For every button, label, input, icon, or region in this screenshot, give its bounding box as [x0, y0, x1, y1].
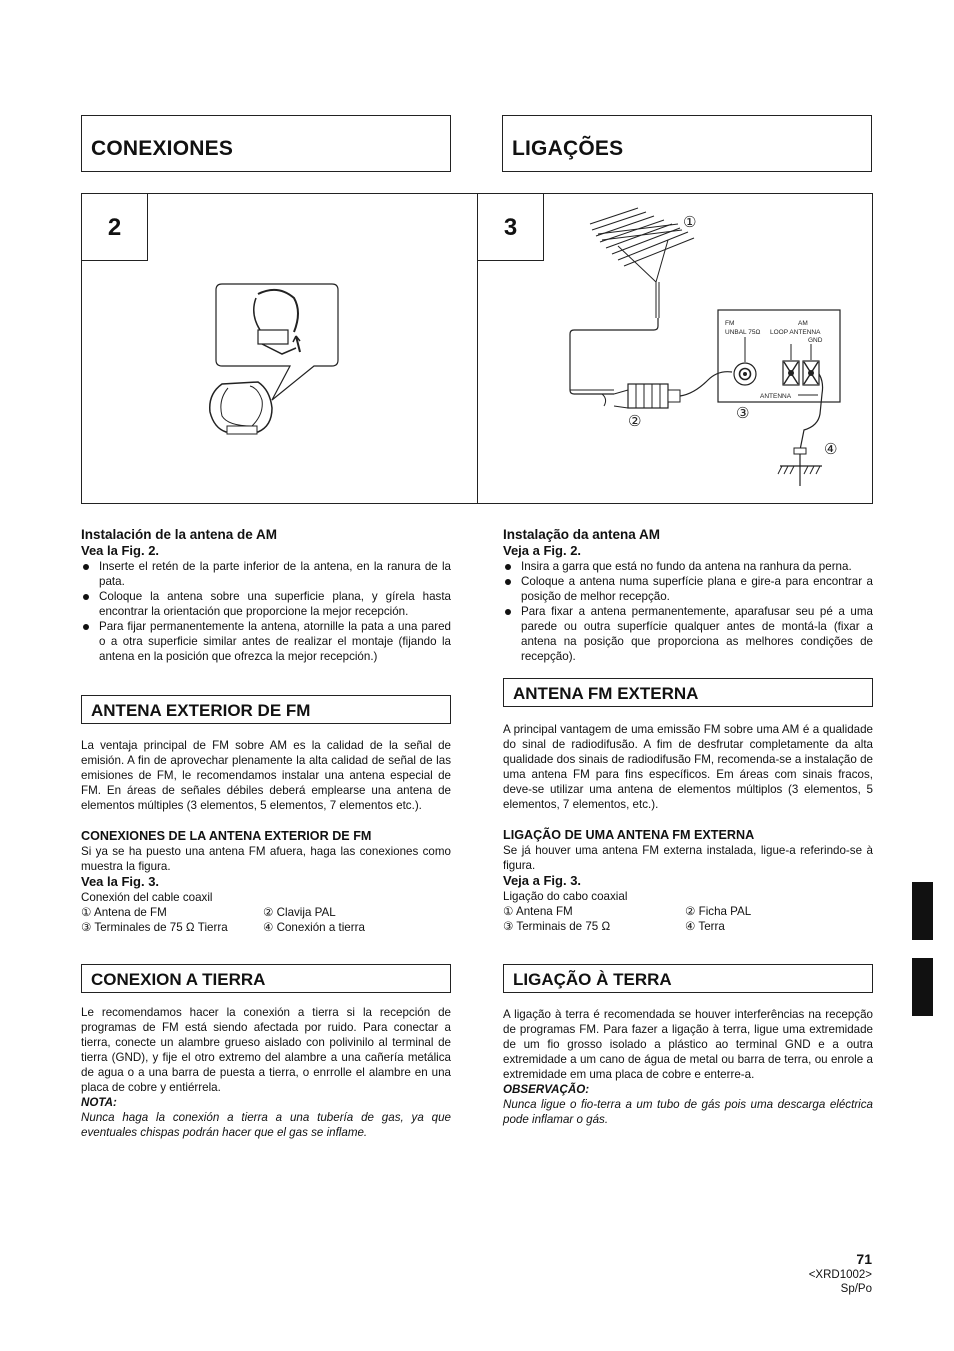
list-item: Coloque la antena sobre una superficie plana, y gírela hasta encontrar la orientación que proporcione la mejor recepción.: [81, 589, 451, 619]
pt-legend-item: ④ Terra: [685, 920, 725, 933]
pt-fm-section: [503, 722, 873, 934]
es-legend-item: ① Antena de FM: [81, 906, 167, 919]
es-note-text: Nunca haga la conexión a tierra a una tubería de gas, ya que eventuales chispas podrán hacer que el gas se inflame.: [81, 1111, 451, 1139]
es-note-heading: NOTA:: [81, 1096, 117, 1109]
pt-ground-section-header: [503, 964, 873, 993]
gnd-terminal-label: GND: [808, 337, 823, 344]
am-terminal-label: AM: [798, 320, 808, 327]
es-fm-fig-ref: Vea la Fig. 3.: [81, 874, 160, 889]
callout-4-label: ④: [824, 441, 838, 458]
callout-1-label: ①: [683, 214, 697, 231]
es-coax-label: Conexión del cable coaxil: [81, 891, 213, 904]
list-item: Insira a garra que está no fundo da antena na ranhura da perna.: [503, 559, 873, 574]
es-ground-paragraph: Le recomendamos hacer la conexión a tierra si la recepción de programas de FM está siendo afectada por ruido. Para conectar a tierra, conecte un alambre grueso aislado con polivinilo al terminal de tierra (GND), y fije el otro extremo del alambre a una cañería metálica de agua o a una barra de puesta a tierra, o enrrolle el alambre en una placa de cobre y entiérrela.: [81, 1006, 451, 1094]
antenna-terminal-label: ANTENNA: [760, 393, 792, 400]
es-am-fig-ref: Vea la Fig. 2.: [81, 543, 160, 558]
figure-2-number: 2: [82, 194, 148, 261]
es-ground-section-title: CONEXION A TIERRA: [91, 970, 266, 989]
portuguese-am-section: [503, 526, 873, 664]
pt-fm-section-title: ANTENA FM EXTERNA: [513, 684, 699, 703]
pt-legend-item: ② Ficha PAL: [685, 905, 752, 918]
left-title-box: [81, 115, 451, 172]
pt-ground-section: [503, 1007, 873, 1127]
pt-am-bullet-list: [503, 559, 873, 664]
pt-note-heading: OBSERVAÇÃO:: [503, 1083, 590, 1096]
side-index-tab-lower: [912, 958, 933, 1016]
spanish-am-section: [81, 526, 451, 664]
pt-legend: [503, 904, 873, 934]
es-ground-section-header: [81, 964, 451, 993]
es-legend-item: ④ Conexión a tierra: [263, 921, 365, 934]
es-fm-section: [81, 738, 451, 935]
pt-legend-item: ③ Terminais de 75 Ω: [503, 920, 611, 933]
right-title-box: [502, 115, 872, 172]
language-code: Sp/Po: [840, 1283, 872, 1295]
fm-outdoor-antenna-diagram: [478, 194, 873, 504]
callout-3-label: ③: [736, 405, 750, 422]
figure-2-panel: [81, 193, 478, 504]
pt-fm-conn-text: Se já houver uma antena FM externa instalada, ligue-a referindo-se à figura.: [503, 844, 873, 872]
figure-3-panel: [477, 193, 873, 504]
es-legend-item: ② Clavija PAL: [263, 906, 336, 919]
figure-3-number: 3: [478, 194, 544, 261]
callout-2-label: ②: [628, 413, 642, 430]
es-fm-section-header: [81, 695, 451, 724]
unbal-terminal-label: UNBAL 75Ω: [725, 329, 761, 336]
am-loop-antenna-illustration: [82, 194, 478, 504]
es-ground-section: [81, 1005, 451, 1140]
es-fm-paragraph: La ventaja principal de FM sobre AM es la calidad de la señal de emisión. A fin de aprovechar plenamente la alta calidad de señal de las emisiones de FM, le recomendamos instalar una antena especial de FM. En áreas de señales débiles deberá emplearse una antena de elementos múltiples (3 elementos, 5 elementos, 7 elementos etc.).: [81, 739, 451, 812]
list-item: Inserte el retén de la parte inferior de la antena, en la ranura de la pata.: [81, 559, 451, 589]
pt-note-text: Nunca ligue o fio-terra a um tubo de gás pois uma descarga eléctrica pode inflamar o gás.: [503, 1098, 873, 1126]
left-page-title: CONEXIONES: [91, 137, 234, 160]
pt-am-fig-ref: Veja a Fig. 2.: [503, 543, 582, 558]
pt-fm-conn-heading: LIGAÇÃO DE UMA ANTENA FM EXTERNA: [503, 828, 755, 842]
pt-ground-section-title: LIGAÇÃO À TERRA: [513, 970, 672, 989]
list-item: Coloque a antena numa superfície plana e gire-a para encontrar a posição de melhor recepção.: [503, 574, 873, 604]
pt-am-heading: Instalação da antena AM: [503, 527, 661, 542]
es-legend: [81, 905, 451, 935]
pt-ground-paragraph: A ligação à terra é recomendada se houver interferências na recepção de programas FM. Para fazer a ligação à terra, ligue uma extremidade de um fio grosso isolado a plástico ao terminal GND e a outra extremidade a um cano de água de metal ou barra de terra, ou enrole a extremidade em uma placa de cobre e enterre-a.: [503, 1008, 873, 1081]
fm-terminal-label: FM: [725, 320, 735, 327]
pt-fm-fig-ref: Veja a Fig. 3.: [503, 873, 582, 888]
page-footer: [809, 1250, 872, 1296]
pt-coax-label: Ligação do cabo coaxial: [503, 890, 628, 903]
pt-fm-paragraph: A principal vantagem de uma emissão FM sobre uma AM é a qualidade do sinal de radiodifusão. A fim de desfrutar completamente da alta qualidade dos sinais de radiodifusão FM, recomenda-se a instalação de uma antena FM para fins específicos. Em áreas com sinais fracos, deve-se utilizar uma antena de elementos múltiplos (3 elementos, 5 elementos, 7 elementos, etc.).: [503, 723, 873, 811]
pt-fm-section-header: [503, 678, 873, 707]
list-item: Para fijar permanentemente la antena, atornille la pata a una pared o a otra superficie similar antes de realizar el montaje (fijando la antena en la posición que ofrezca la mejor recepción.): [81, 619, 451, 664]
page-number: 71: [856, 1251, 872, 1267]
pt-legend-item: ① Antena FM: [503, 905, 573, 918]
es-legend-item: ③ Terminales de 75 Ω Tierra: [81, 921, 228, 934]
es-fm-conn-text: Si ya se ha puesto una antena FM afuera, haga las conexiones como muestra la figura.: [81, 845, 451, 873]
side-index-tab-upper: [912, 882, 933, 940]
list-item: Para fixar a antena permanentemente, aparafusar seu pé a uma parede ou outra superfície qualquer antes de montá-la (fixar a antena na posição que proporciona as melhores condições de recepção).: [503, 604, 873, 664]
es-fm-section-title: ANTENA EXTERIOR DE FM: [91, 701, 311, 720]
right-page-title: LIGAÇÕES: [512, 137, 624, 160]
es-fm-conn-heading: CONEXIONES DE LA ANTENA EXTERIOR DE FM: [81, 829, 372, 843]
model-code: <XRD1002>: [808, 1269, 872, 1281]
es-am-bullet-list: [81, 559, 451, 664]
es-am-heading: Instalación de la antena de AM: [81, 527, 278, 542]
loop-antenna-terminal-label: LOOP ANTENNA: [770, 329, 821, 336]
